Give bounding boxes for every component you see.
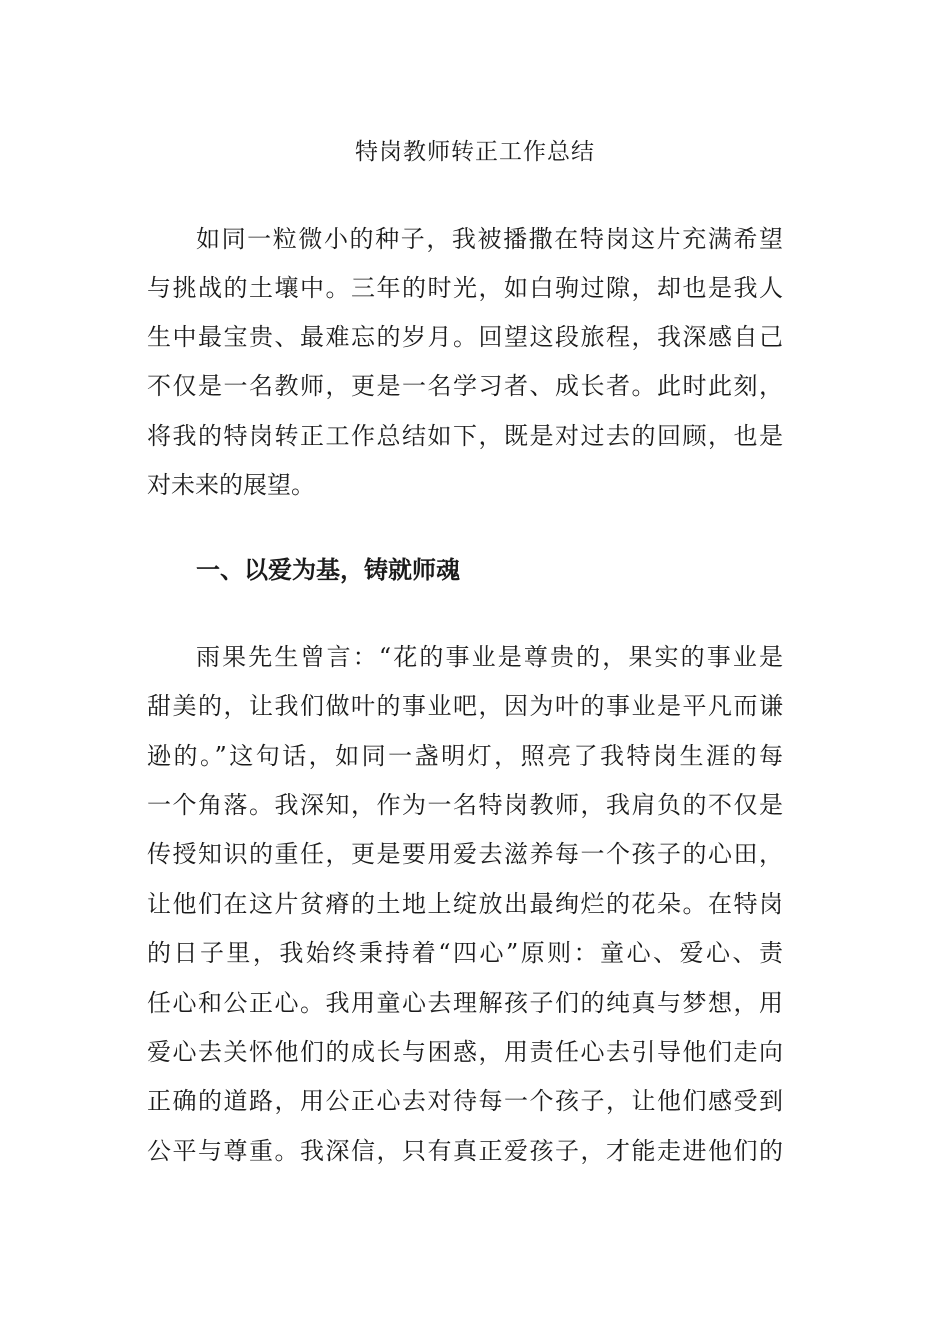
paragraph-2-line: 公平与尊重。我深信，只有真正爱孩子，才能走进他们的 xyxy=(147,1137,783,1165)
paragraph-1-line: 与挑战的土壤中。三年的时光，如白驹过隙，却也是我人 xyxy=(147,274,783,302)
paragraph-2-line: 传授知识的重任，更是要用爱去滋养每一个孩子的心田， xyxy=(147,840,783,868)
paragraph-2-line: 雨果先生曾言：“花的事业是尊贵的，果实的事业是 xyxy=(196,643,783,671)
paragraph-2-line: 任心和公正心。我用童心去理解孩子们的纯真与梦想，用 xyxy=(147,989,783,1017)
paragraph-1-line: 如同一粒微小的种子，我被播撒在特岗这片充满希望 xyxy=(196,225,783,253)
paragraph-1-line: 不仅是一名教师，更是一名学习者、成长者。此时此刻， xyxy=(147,372,783,400)
paragraph-1-line: 生中最宝贵、最难忘的岁月。回望这段旅程，我深感自己 xyxy=(147,323,783,351)
paragraph-2-line: 甜美的，让我们做叶的事业吧，因为叶的事业是平凡而谦 xyxy=(147,692,783,720)
paragraph-2-line: 正确的道路，用公正心去对待每一个孩子，让他们感受到 xyxy=(147,1087,783,1115)
document-title: 特岗教师转正工作总结 xyxy=(355,139,595,165)
paragraph-2-line: 的日子里，我始终秉持着“四心”原则：童心、爱心、责 xyxy=(147,939,783,967)
paragraph-2-line: 爱心去关怀他们的成长与困惑，用责任心去引导他们走向 xyxy=(147,1038,783,1066)
paragraph-1-line: 将我的特岗转正工作总结如下，既是对过去的回顾，也是 xyxy=(147,422,783,450)
paragraph-2-line: 逊的。”这句话，如同一盏明灯，照亮了我特岗生涯的每 xyxy=(147,742,783,770)
paragraph-1-line: 对未来的展望。 xyxy=(147,471,315,499)
paragraph-2-line: 一个角落。我深知，作为一名特岗教师，我肩负的不仅是 xyxy=(147,791,783,819)
paragraph-2-line: 让他们在这片贫瘠的土地上绽放出最绚烂的花朵。在特岗 xyxy=(147,890,783,918)
section-heading: 一、以爱为基，铸就师魂 xyxy=(196,555,460,584)
